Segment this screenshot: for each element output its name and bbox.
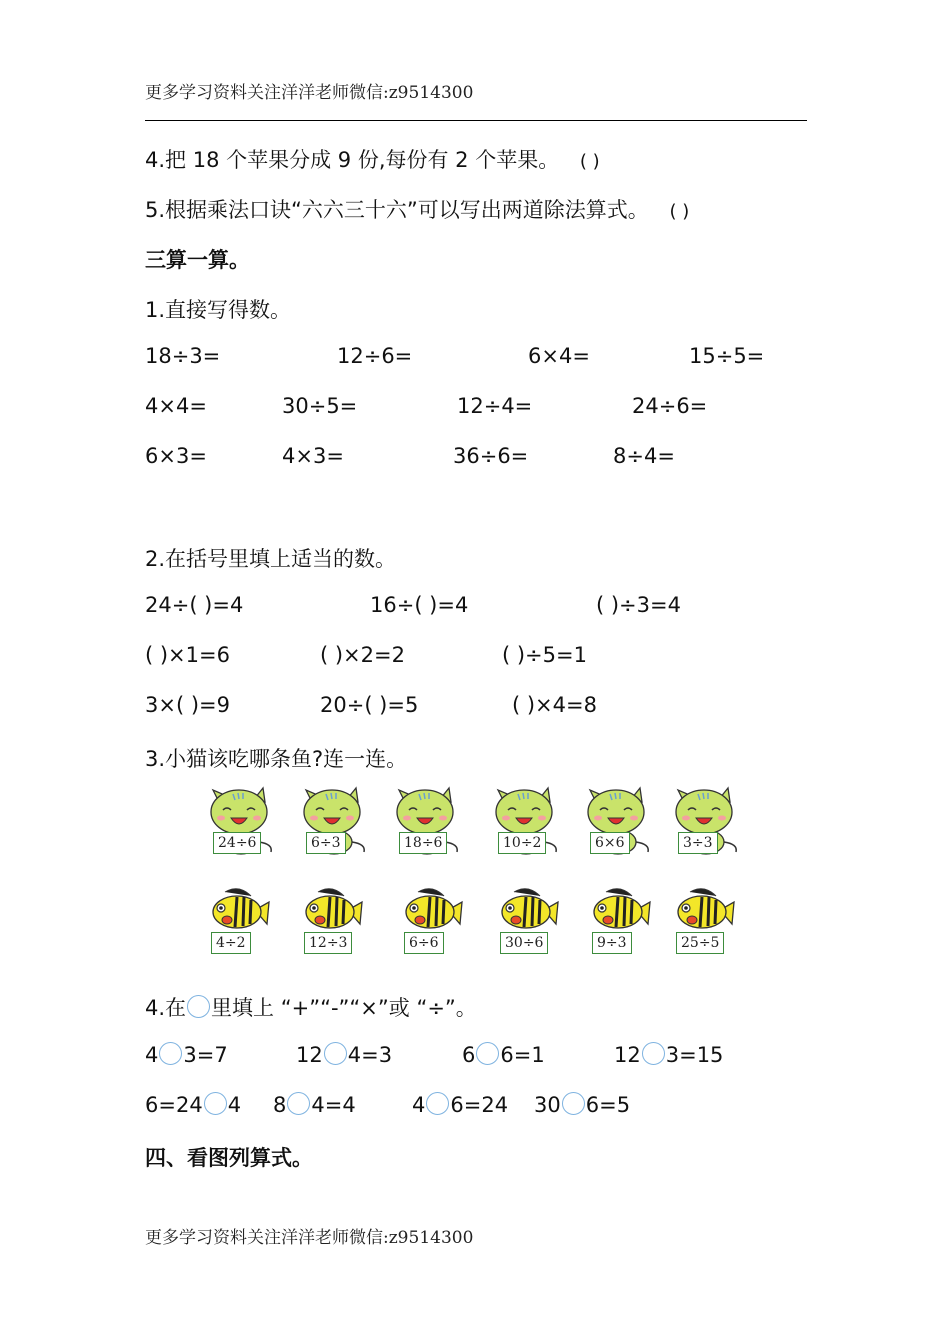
oral-calc: 12÷4= <box>457 394 533 418</box>
oral-calc: 36÷6= <box>453 444 529 468</box>
operator-blank <box>145 1092 241 1117</box>
operand-right: 4=4 <box>311 1093 356 1117</box>
cat-card[interactable] <box>584 780 656 860</box>
oral-calc: 6×3= <box>145 444 207 468</box>
operator-circle-icon[interactable] <box>476 1042 499 1065</box>
operator-circle-icon[interactable] <box>204 1092 227 1115</box>
operand-right: 4 <box>227 1093 242 1117</box>
oral-calc: 12÷6= <box>337 344 413 368</box>
part4-title-post: 里填上 “+”“-”“×”或 “÷”。 <box>211 996 477 1020</box>
part4-title <box>145 992 477 1022</box>
fill-blank: ( )÷3=4 <box>596 593 681 617</box>
operator-circle-icon[interactable] <box>642 1042 665 1065</box>
page-footer: 更多学习资料关注洋洋老师微信:z9514300 <box>145 1228 474 1248</box>
operand-left: 12 <box>614 1043 641 1067</box>
judge-q4-text: 4.把 18 个苹果分成 9 份,每份有 2 个苹果。 <box>145 148 560 172</box>
operand-left: 6=24 <box>145 1093 203 1117</box>
operand-right: 3=15 <box>665 1043 724 1067</box>
part2-title: 2.在括号里填上适当的数。 <box>145 547 397 571</box>
fish-card[interactable] <box>207 880 279 960</box>
fish-card[interactable] <box>400 880 472 960</box>
fill-blank: 20÷( )=5 <box>320 693 419 717</box>
cat-expression-label: 3÷3 <box>678 832 718 854</box>
cat-expression-label: 6×6 <box>590 832 630 854</box>
header-rule <box>145 120 807 121</box>
cat-expression-label: 6÷3 <box>306 832 346 854</box>
section3-title: 三算一算。 <box>145 248 250 272</box>
fish-expression-label: 6÷6 <box>404 932 444 954</box>
fill-blank: 16÷( )=4 <box>370 593 469 617</box>
judge-q5 <box>145 194 689 224</box>
operator-circle-icon[interactable] <box>324 1042 347 1065</box>
operator-circle-icon[interactable] <box>159 1042 182 1065</box>
operator-circle-icon[interactable] <box>426 1092 449 1115</box>
cat-expression-label: 10÷2 <box>498 832 546 854</box>
cat-expression-label: 18÷6 <box>399 832 447 854</box>
fish-card[interactable] <box>300 880 372 960</box>
operator-blank <box>273 1092 356 1117</box>
part1-title: 1.直接写得数。 <box>145 298 292 322</box>
fish-card[interactable] <box>672 880 744 960</box>
operand-right: 6=24 <box>450 1093 509 1117</box>
fish-expression-label: 9÷3 <box>592 932 632 954</box>
fish-expression-label: 30÷6 <box>500 932 548 954</box>
judge-q4 <box>145 144 600 174</box>
judge-q5-text: 5.根据乘法口诀“六六三十六”可以写出两道除法算式。 <box>145 198 649 222</box>
oral-calc: 8÷4= <box>613 444 675 468</box>
operator-blank <box>412 1092 508 1117</box>
oral-calc: 18÷3= <box>145 344 221 368</box>
cat-card[interactable] <box>393 780 465 860</box>
operand-left: 4 <box>145 1043 159 1067</box>
oral-calc: 4×3= <box>282 444 344 468</box>
operand-left: 12 <box>296 1043 323 1067</box>
operator-circle-icon[interactable] <box>562 1092 585 1115</box>
judge-q5-paren: ( ) <box>669 201 690 222</box>
fish-expression-label: 25÷5 <box>676 932 724 954</box>
fill-blank: ( )×1=6 <box>145 643 230 667</box>
page-header: 更多学习资料关注洋洋老师微信:z9514300 <box>145 83 474 103</box>
fish-expression-label: 12÷3 <box>304 932 352 954</box>
cat-card[interactable] <box>207 780 279 860</box>
part4-title-pre: 4.在 <box>145 996 187 1020</box>
operator-blank <box>614 1042 723 1067</box>
fill-blank: ( )×2=2 <box>320 643 405 667</box>
section4-title: 四、看图列算式。 <box>145 1146 313 1170</box>
fill-blank: ( )÷5=1 <box>502 643 587 667</box>
operand-right: 6=1 <box>500 1043 545 1067</box>
oral-calc: 24÷6= <box>632 394 708 418</box>
fish-expression-label: 4÷2 <box>211 932 251 954</box>
operator-blank <box>462 1042 545 1067</box>
judge-q4-paren: ( ) <box>579 151 600 172</box>
cat-card[interactable] <box>492 780 564 860</box>
blank-circle-icon <box>187 995 210 1018</box>
cat-card[interactable] <box>672 780 744 860</box>
operator-blank <box>296 1042 392 1067</box>
cat-card[interactable] <box>300 780 372 860</box>
part3-title: 3.小猫该吃哪条鱼?连一连。 <box>145 747 408 771</box>
operand-right: 6=5 <box>585 1093 631 1117</box>
operator-blank <box>145 1042 228 1067</box>
operand-right: 4=3 <box>347 1043 393 1067</box>
operand-left: 6 <box>462 1043 476 1067</box>
oral-calc: 30÷5= <box>282 394 358 418</box>
fish-card[interactable] <box>496 880 568 960</box>
fish-card[interactable] <box>588 880 660 960</box>
operand-left: 4 <box>412 1093 426 1117</box>
oral-calc: 15÷5= <box>689 344 765 368</box>
cat-expression-label: 24÷6 <box>213 832 261 854</box>
fill-blank: ( )×4=8 <box>512 693 597 717</box>
oral-calc: 6×4= <box>528 344 590 368</box>
operand-right: 3=7 <box>183 1043 228 1067</box>
fill-blank: 3×( )=9 <box>145 693 230 717</box>
fill-blank: 24÷( )=4 <box>145 593 244 617</box>
operand-left: 8 <box>273 1093 287 1117</box>
oral-calc: 4×4= <box>145 394 207 418</box>
operator-blank <box>534 1092 630 1117</box>
operand-left: 30 <box>534 1093 561 1117</box>
operator-circle-icon[interactable] <box>287 1092 310 1115</box>
